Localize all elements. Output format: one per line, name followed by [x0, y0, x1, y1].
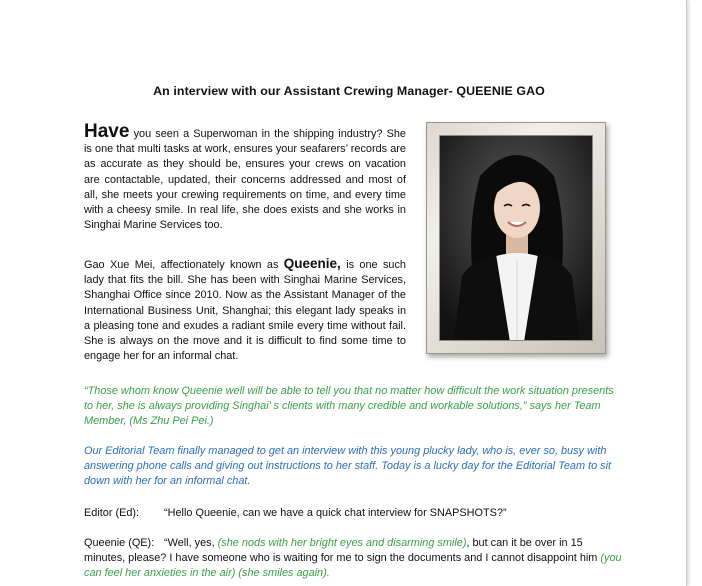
article-title: An interview with our Assistant Crewing Manager- QUEENIE GAO	[153, 84, 545, 98]
portrait-photo	[439, 135, 593, 341]
editor-line	[84, 506, 624, 521]
editor-label: Editor (Ed):	[84, 507, 140, 519]
queenie-part2: , but can it be over in 15 minutes, please? I have someone who is waiting for me to sign the documents and I cannot disappoint him	[84, 537, 601, 565]
profile-after: is one such lady that fits the bill. She has been with Singhai Marine Services, Shanghai Office since 2010. Now as the Assistant Manager of the International Business Unit, Shanghai; this elegant lady speaks in a pleasing tone and exudes a radiant smile every time without fail. She is always on the move and it is difficult to find some time to engage her for an informal chat.	[84, 259, 406, 363]
queenie-label: Queenie (QE):	[84, 537, 155, 549]
intro-paragraph	[84, 121, 406, 233]
intro-lead-word: Have	[84, 121, 130, 142]
intro-text: you seen a Superwoman in the shipping industry? She is one that multi tasks at work, ensures your seafarers’ records are as accurate as they should be, ensures your crews on vacation are contactable, updated, their concerns addressed and most of all, she meets your crewing requirements on time, and every time with a cheesy smile. In real life, she does exists and she works in Singhai Marine Services too.	[84, 128, 406, 232]
queenie-aside3: (she smiles again).	[238, 567, 330, 580]
editor-question: “Hello Queenie, can we have a quick chat interview for SNAPSHOTS?”	[164, 507, 507, 519]
queenie-line	[84, 536, 624, 582]
profile-name: Queenie,	[283, 256, 341, 271]
editorial-note: Our Editorial Team finally managed to get an interview with this young plucky lady, who is, ever so, busy with answering phone calls and giving out instructions to her staff. Today is a lucky day for the Editorial Team to sit down with her for an informal chat.	[84, 445, 612, 488]
profile-paragraph	[84, 256, 406, 364]
queenie-aside2: (you can feel her anxieties in the air)	[84, 552, 622, 580]
portrait-frame	[426, 122, 606, 354]
profile-before: Gao Xue Mei, affectionately known as	[84, 259, 284, 271]
portrait-illustration	[440, 136, 593, 341]
queenie-part1: “Well, yes,	[164, 537, 218, 549]
team-member-quote: “Those whom know Queenie well will be able to tell you that no matter how difficult the work situation presents to her, she is always providing Singhai’ s clients with many credible and workable solutions,” says her Team Member, (Ms Zhu Pei Pei.)	[84, 385, 614, 428]
queenie-aside1: (she nods with her bright eyes and disarming smile)	[217, 537, 467, 549]
